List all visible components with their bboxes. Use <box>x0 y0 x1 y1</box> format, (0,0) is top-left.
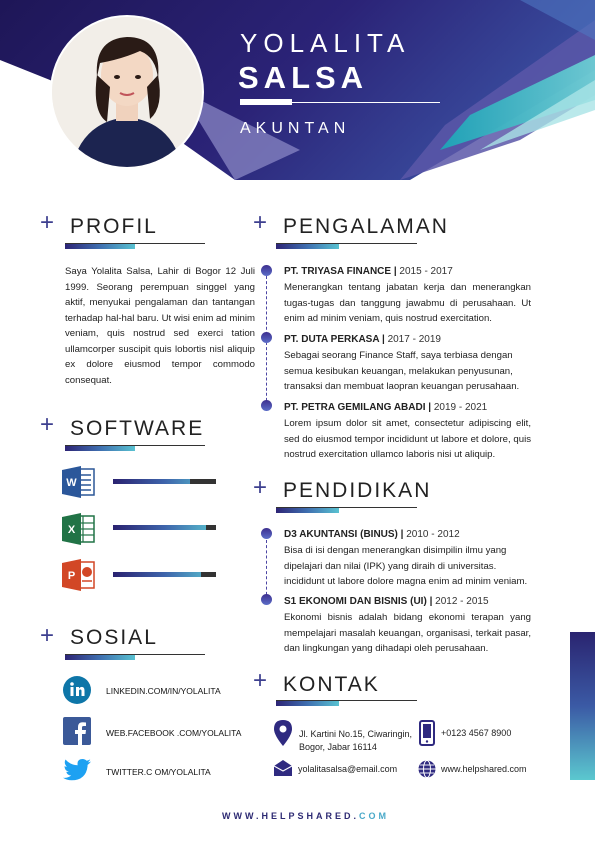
website-link[interactable]: www.helpshared.com <box>441 764 527 774</box>
linkedin-link[interactable]: LINKEDIN.COM/IN/YOLALITA <box>106 686 221 696</box>
powerpoint-skill-remaining <box>201 572 216 577</box>
job-1-company: PT. TRIYASA FINANCE <box>284 266 392 277</box>
name-divider-accent <box>240 99 292 105</box>
edu-1-description: Bisa di isi dengan menerangkan disimpilin ilmu yang dipelajari dan nilai (IPK) yang diraih di universitas. incididunt ut labore dolore magna enim ad minim veniam. <box>284 545 528 587</box>
pendidikan-divider-accent <box>276 508 339 513</box>
twitter-link[interactable]: TWITTER.C OM/YOLALITA <box>106 767 211 777</box>
experience-timeline <box>266 276 267 411</box>
powerpoint-skill-bar <box>113 572 216 577</box>
word-skill-remaining <box>190 479 216 484</box>
kontak-heading: KONTAK <box>283 673 380 696</box>
edu-2-school: S1 EKONOMI DAN BISNIS (UI) <box>284 596 427 607</box>
profil-plus-icon: + <box>40 209 55 236</box>
job-3-company: PT. PETRA GEMILANG ABADI <box>284 402 426 413</box>
edu-1-header: D3 AKUNTANSI (BINUS) | 2010 - 2012 <box>284 529 460 540</box>
powerpoint-icon <box>62 559 96 591</box>
job-3-description: Lorem ipsum dolor sit amet, consectetur adipiscing elit, sed do eiusmod tempor incididunt ut labore et dolore, quis nostrud exercitation ullamco laboris nisi ut aliquip. <box>284 418 531 460</box>
linkedin-icon[interactable] <box>63 676 91 704</box>
profil-divider-accent <box>65 244 135 249</box>
facebook-icon[interactable] <box>63 717 91 745</box>
job-1-header: PT. TRIYASA FINANCE | 2015 - 2017 <box>284 266 453 277</box>
excel-skill-bar <box>113 525 216 530</box>
job-2-description: Sebagai seorang Finance Staff, saya terbiasa dengan semua kesibukan keuangan, melakukan penyusunan, transaksi dan membuat laopran keuangan perusahaan. <box>284 350 520 392</box>
address <box>299 728 412 754</box>
footer-website[interactable] <box>222 811 389 821</box>
profil-text: Saya Yolalita Salsa, Lahir di Bogor 12 Juli 1999. Seorang perempuan singgel yang aktif, menyukai pengalaman dan tantangan terhadap hal-hal baru. Ut wisi enim ad minim veniam, quis nostrud sed exerci tation ullamcorper suscipit quis lobortis nisl aliquip ex dolore eiusmod tempor commodo consequat. <box>65 266 255 386</box>
job-2-years: 2017 - 2019 <box>387 334 441 345</box>
excel-skill-remaining <box>206 525 216 530</box>
edu-2-header: S1 EKONOMI DAN BISNIS (UI) | 2012 - 2015 <box>284 596 489 607</box>
job-2-header: PT. DUTA PERKASA | 2017 - 2019 <box>284 334 441 345</box>
first-name: YOLALITA <box>240 28 411 58</box>
phone-number[interactable]: +0123 4567 8900 <box>441 728 512 738</box>
job-3-years: 2019 - 2021 <box>433 402 488 413</box>
edu-1-years: 2010 - 2012 <box>406 529 460 540</box>
timeline-dot <box>261 528 272 539</box>
email-icon <box>274 760 292 776</box>
education-timeline <box>266 540 267 600</box>
profil-heading: PROFIL <box>70 215 158 238</box>
facebook-link[interactable]: WEB.FACEBOOK .COM/YOLALITA <box>106 728 242 738</box>
word-skill-bar <box>113 479 216 484</box>
software-divider-accent <box>65 446 135 451</box>
timeline-dot <box>261 400 272 411</box>
pengalaman-heading: PENGALAMAN <box>283 215 449 238</box>
edu-2-years: 2012 - 2015 <box>435 596 489 607</box>
portrait-illustration <box>52 17 202 167</box>
sosial-divider-accent <box>65 655 135 660</box>
word-icon <box>62 466 96 498</box>
kontak-divider-accent <box>276 701 339 706</box>
email-address[interactable]: yolalitasalsa@email.com <box>298 764 398 774</box>
software-plus-icon: + <box>40 411 55 438</box>
job-2-company: PT. DUTA PERKASA <box>284 334 380 345</box>
sosial-heading: SOSIAL <box>70 626 158 649</box>
job-1-description: Menerangkan tentang jabatan kerja dan menerangkan tugas-tugas dan tanggung jawabmu di perusahaan. Ut enim ad minim veniam, quis nostrud exercitation. <box>284 282 531 324</box>
pengalaman-plus-icon: + <box>253 209 268 236</box>
software-heading: SOFTWARE <box>70 417 205 440</box>
pendidikan-plus-icon: + <box>253 474 268 501</box>
address-line-1: Jl. Kartini No.15, Ciwaringin, <box>299 729 413 739</box>
job-title: AKUNTAN <box>240 120 351 137</box>
job-3-header: PT. PETRA GEMILANG ABADI | 2019 - 2021 <box>284 402 488 413</box>
excel-icon <box>62 513 96 545</box>
edu-2-description: Ekonomi bisnis adalah bidang ekonomi terapan yang mempelajari masalah keuangan, organisasi, terkait pasar, dan lingkungan yang dihadapi oleh perusahaan. <box>284 612 531 654</box>
last-name: SALSA <box>238 60 369 95</box>
edu-1-school: D3 AKUNTANSI (BINUS) <box>284 529 398 540</box>
location-pin-icon <box>274 720 292 746</box>
right-accent-bar <box>570 632 595 780</box>
job-1-years: 2015 - 2017 <box>399 266 453 277</box>
pengalaman-divider-accent <box>276 244 339 249</box>
svg-text:P: P <box>67 570 76 582</box>
svg-text:X: X <box>67 524 76 536</box>
profile-photo <box>50 15 204 169</box>
timeline-dot <box>261 332 272 343</box>
kontak-plus-icon: + <box>253 667 268 694</box>
globe-icon <box>418 760 436 778</box>
address-line-2: Bogor, Jabar 16114 <box>299 742 377 752</box>
phone-icon <box>419 720 435 746</box>
footer-website-main: WWW.HELPSHARED. <box>222 811 359 821</box>
footer-website-tld: COM <box>359 811 389 821</box>
twitter-icon[interactable] <box>62 758 92 784</box>
pendidikan-heading: PENDIDIKAN <box>283 479 432 502</box>
timeline-dot <box>261 594 272 605</box>
sosial-plus-icon: + <box>40 622 55 649</box>
timeline-dot <box>261 265 272 276</box>
svg-text:W: W <box>66 477 77 489</box>
